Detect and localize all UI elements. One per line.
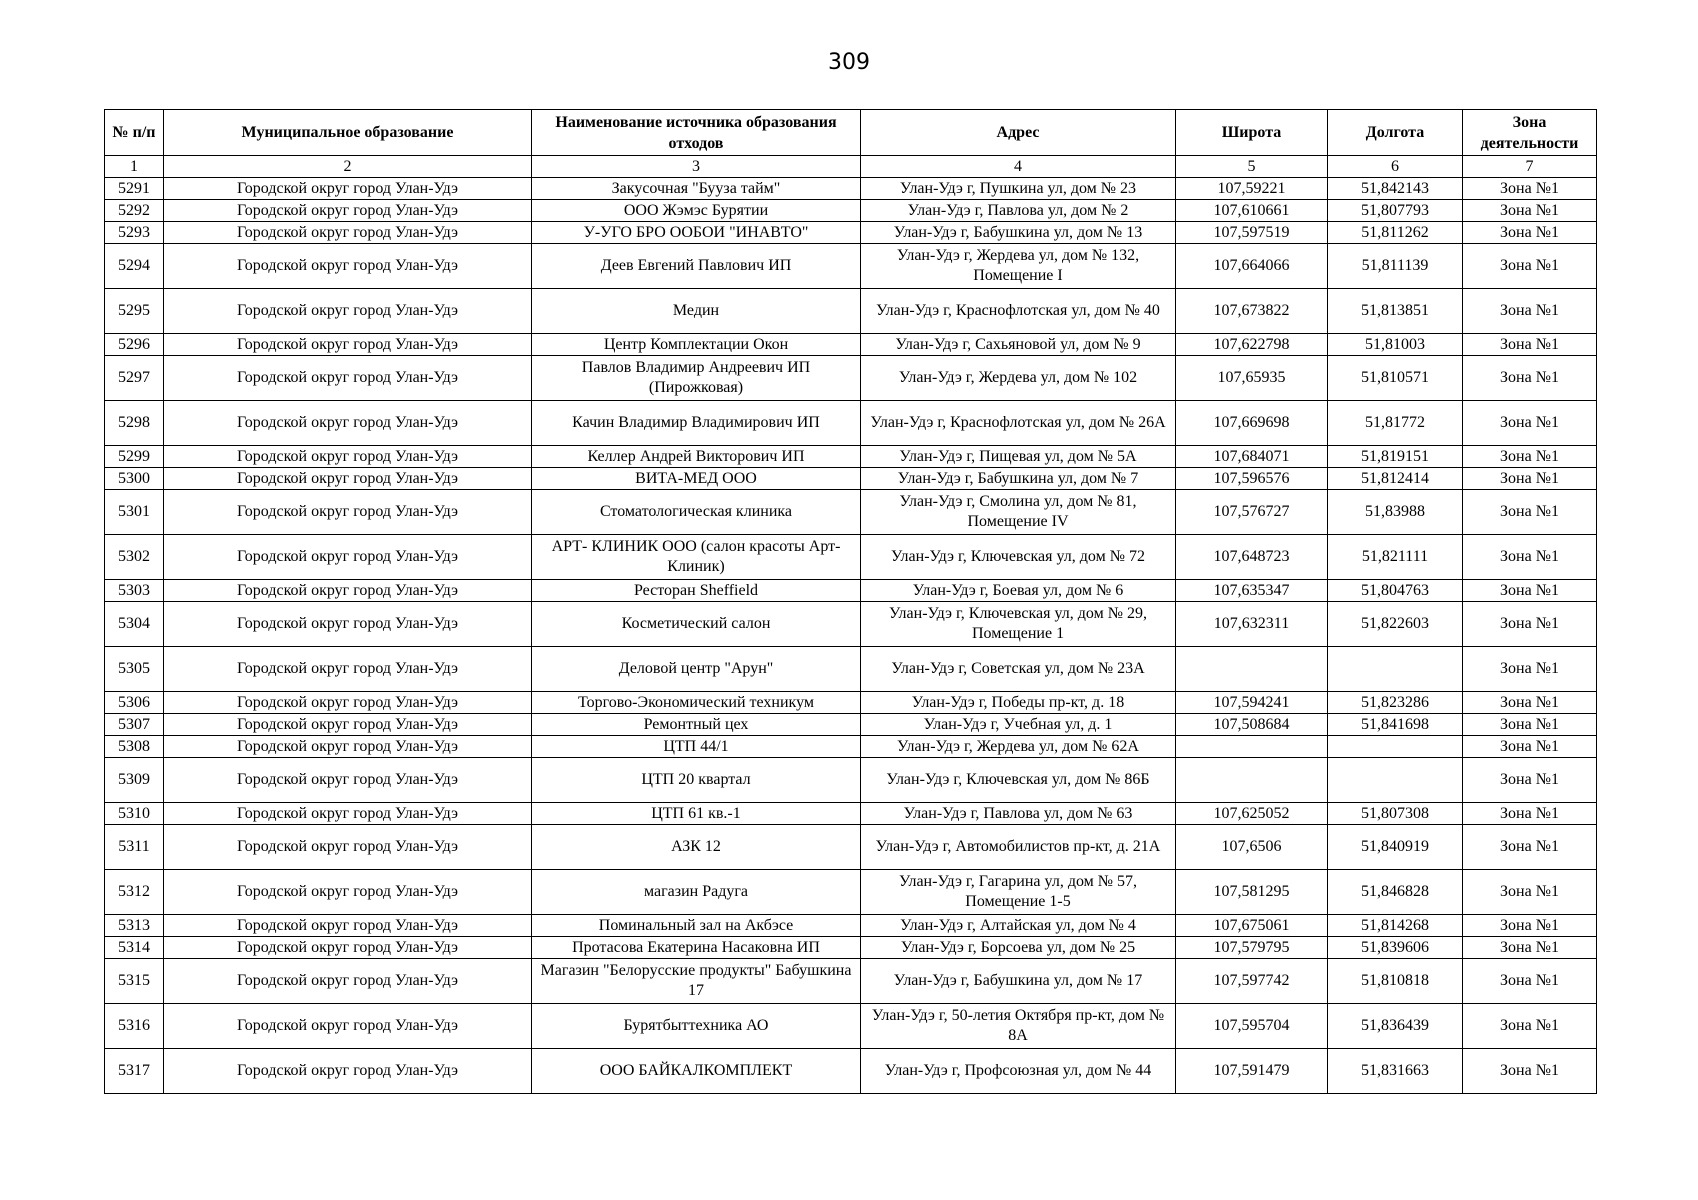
zone-cell: Зона №1 — [1463, 244, 1597, 289]
latitude-cell: 107,664066 — [1176, 244, 1328, 289]
table-row — [105, 535, 1597, 580]
source-cell: Медин — [532, 289, 861, 334]
municipality-cell: Городской округ город Улан-Удэ — [164, 200, 532, 222]
column-number: 4 — [861, 156, 1176, 178]
zone-cell: Зона №1 — [1463, 401, 1597, 446]
latitude-cell: 107,576727 — [1176, 490, 1328, 535]
source-cell: ЦТП 44/1 — [532, 736, 861, 758]
municipality-cell: Городской округ город Улан-Удэ — [164, 334, 532, 356]
header-cell: № п/п — [105, 110, 164, 156]
table-row — [105, 803, 1597, 825]
header-cell: Муниципальное образование — [164, 110, 532, 156]
table-row — [105, 244, 1597, 289]
source-cell: Деловой центр "Арун" — [532, 647, 861, 692]
address-cell: Улан-Удэ г, Бабушкина ул, дом № 13 — [861, 222, 1176, 244]
longitude-cell: 51,810571 — [1328, 356, 1463, 401]
zone-cell: Зона №1 — [1463, 714, 1597, 736]
address-cell: Улан-Удэ г, 50-летия Октября пр-кт, дом № 8А — [861, 1004, 1176, 1049]
table-row — [105, 602, 1597, 647]
latitude-cell: 107,591479 — [1176, 1049, 1328, 1094]
header-cell: Зона деятельности — [1463, 110, 1597, 156]
longitude-cell: 51,831663 — [1328, 1049, 1463, 1094]
table-row — [105, 1049, 1597, 1094]
source-cell: Центр Комплектации Окон — [532, 334, 861, 356]
municipality-cell: Городской округ город Улан-Удэ — [164, 222, 532, 244]
row-number: 5317 — [105, 1049, 164, 1094]
source-cell: Ремонтный цех — [532, 714, 861, 736]
address-cell: Улан-Удэ г, Краснофлотская ул, дом № 26А — [861, 401, 1176, 446]
latitude-cell: 107,597742 — [1176, 959, 1328, 1004]
source-cell: Протасова Екатерина Насаковна ИП — [532, 937, 861, 959]
table-row — [105, 490, 1597, 535]
column-number-row — [105, 156, 1597, 178]
address-cell: Улан-Удэ г, Пушкина ул, дом № 23 — [861, 178, 1176, 200]
longitude-cell: 51,81003 — [1328, 334, 1463, 356]
municipality-cell: Городской округ город Улан-Удэ — [164, 1049, 532, 1094]
row-number: 5312 — [105, 870, 164, 915]
row-number: 5316 — [105, 1004, 164, 1049]
address-cell: Улан-Удэ г, Бабушкина ул, дом № 7 — [861, 468, 1176, 490]
municipality-cell: Городской округ город Улан-Удэ — [164, 1004, 532, 1049]
row-number: 5296 — [105, 334, 164, 356]
latitude-cell: 107,579795 — [1176, 937, 1328, 959]
latitude-cell: 107,673822 — [1176, 289, 1328, 334]
longitude-cell: 51,839606 — [1328, 937, 1463, 959]
source-cell: ЦТП 20 квартал — [532, 758, 861, 803]
longitude-cell: 51,821111 — [1328, 535, 1463, 580]
header-cell: Широта — [1176, 110, 1328, 156]
table-row — [105, 289, 1597, 334]
column-number: 5 — [1176, 156, 1328, 178]
zone-cell: Зона №1 — [1463, 937, 1597, 959]
address-cell: Улан-Удэ г, Борсоева ул, дом № 25 — [861, 937, 1176, 959]
zone-cell: Зона №1 — [1463, 1004, 1597, 1049]
address-cell: Улан-Удэ г, Боевая ул, дом № 6 — [861, 580, 1176, 602]
municipality-cell: Городской округ город Улан-Удэ — [164, 803, 532, 825]
municipality-cell: Городской округ город Улан-Удэ — [164, 736, 532, 758]
address-cell: Улан-Удэ г, Ключевская ул, дом № 29, Помещение 1 — [861, 602, 1176, 647]
longitude-cell: 51,846828 — [1328, 870, 1463, 915]
column-number: 7 — [1463, 156, 1597, 178]
source-cell: ЦТП 61 кв.-1 — [532, 803, 861, 825]
row-number: 5301 — [105, 490, 164, 535]
latitude-cell: 107,597519 — [1176, 222, 1328, 244]
row-number: 5292 — [105, 200, 164, 222]
table-row — [105, 334, 1597, 356]
address-cell: Улан-Удэ г, Ключевская ул, дом № 72 — [861, 535, 1176, 580]
longitude-cell — [1328, 736, 1463, 758]
header-cell: Наименование источника образования отходов — [532, 110, 861, 156]
zone-cell: Зона №1 — [1463, 959, 1597, 1004]
latitude-cell: 107,6506 — [1176, 825, 1328, 870]
page-number: 309 — [828, 50, 870, 75]
municipality-cell: Городской округ город Улан-Удэ — [164, 289, 532, 334]
latitude-cell: 107,635347 — [1176, 580, 1328, 602]
source-cell: Косметический салон — [532, 602, 861, 647]
longitude-cell: 51,841698 — [1328, 714, 1463, 736]
address-cell: Улан-Удэ г, Гагарина ул, дом № 57, Помещение 1-5 — [861, 870, 1176, 915]
source-cell: Деев Евгений Павлович ИП — [532, 244, 861, 289]
row-number: 5300 — [105, 468, 164, 490]
waste-sources-table — [104, 109, 1597, 1094]
municipality-cell: Городской округ город Улан-Удэ — [164, 915, 532, 937]
zone-cell: Зона №1 — [1463, 803, 1597, 825]
longitude-cell: 51,811139 — [1328, 244, 1463, 289]
table-row — [105, 736, 1597, 758]
longitude-cell: 51,81772 — [1328, 401, 1463, 446]
row-number: 5307 — [105, 714, 164, 736]
latitude-cell: 107,648723 — [1176, 535, 1328, 580]
row-number: 5297 — [105, 356, 164, 401]
latitude-cell: 107,622798 — [1176, 334, 1328, 356]
latitude-cell — [1176, 758, 1328, 803]
row-number: 5315 — [105, 959, 164, 1004]
table-row — [105, 356, 1597, 401]
longitude-cell: 51,819151 — [1328, 446, 1463, 468]
source-cell: ООО Жэмэс Бурятии — [532, 200, 861, 222]
table-row — [105, 468, 1597, 490]
zone-cell: Зона №1 — [1463, 289, 1597, 334]
table-row — [105, 647, 1597, 692]
longitude-cell: 51,811262 — [1328, 222, 1463, 244]
table-row — [105, 446, 1597, 468]
table-row — [105, 401, 1597, 446]
row-number: 5291 — [105, 178, 164, 200]
latitude-cell: 107,596576 — [1176, 468, 1328, 490]
source-cell: магазин Радуга — [532, 870, 861, 915]
row-number: 5295 — [105, 289, 164, 334]
table-body — [105, 178, 1597, 1094]
row-number: 5299 — [105, 446, 164, 468]
row-number: 5303 — [105, 580, 164, 602]
header-row — [105, 110, 1597, 156]
latitude-cell: 107,610661 — [1176, 200, 1328, 222]
longitude-cell: 51,83988 — [1328, 490, 1463, 535]
latitude-cell: 107,594241 — [1176, 692, 1328, 714]
source-cell: АРТ- КЛИНИК ООО (салон красоты Арт-Клиник) — [532, 535, 861, 580]
table-row — [105, 222, 1597, 244]
address-cell: Улан-Удэ г, Автомобилистов пр-кт, д. 21А — [861, 825, 1176, 870]
address-cell: Улан-Удэ г, Бабушкина ул, дом № 17 — [861, 959, 1176, 1004]
longitude-cell: 51,836439 — [1328, 1004, 1463, 1049]
table-row — [105, 692, 1597, 714]
municipality-cell: Городской округ город Улан-Удэ — [164, 580, 532, 602]
table-row — [105, 580, 1597, 602]
municipality-cell: Городской округ город Улан-Удэ — [164, 937, 532, 959]
address-cell: Улан-Удэ г, Сахьяновой ул, дом № 9 — [861, 334, 1176, 356]
source-cell: ВИТА-МЕД ООО — [532, 468, 861, 490]
column-number: 1 — [105, 156, 164, 178]
row-number: 5310 — [105, 803, 164, 825]
row-number: 5302 — [105, 535, 164, 580]
municipality-cell: Городской округ город Улан-Удэ — [164, 870, 532, 915]
row-number: 5293 — [105, 222, 164, 244]
latitude-cell: 107,684071 — [1176, 446, 1328, 468]
municipality-cell: Городской округ город Улан-Удэ — [164, 758, 532, 803]
zone-cell: Зона №1 — [1463, 356, 1597, 401]
source-cell: ООО БАЙКАЛКОМПЛЕКТ — [532, 1049, 861, 1094]
row-number: 5311 — [105, 825, 164, 870]
zone-cell: Зона №1 — [1463, 758, 1597, 803]
municipality-cell: Городской округ город Улан-Удэ — [164, 714, 532, 736]
zone-cell: Зона №1 — [1463, 468, 1597, 490]
municipality-cell: Городской округ город Улан-Удэ — [164, 401, 532, 446]
address-cell: Улан-Удэ г, Пищевая ул, дом № 5А — [861, 446, 1176, 468]
zone-cell: Зона №1 — [1463, 1049, 1597, 1094]
column-number: 3 — [532, 156, 861, 178]
source-cell: Келлер Андрей Викторович ИП — [532, 446, 861, 468]
zone-cell: Зона №1 — [1463, 580, 1597, 602]
latitude-cell: 107,65935 — [1176, 356, 1328, 401]
zone-cell: Зона №1 — [1463, 200, 1597, 222]
table-row — [105, 937, 1597, 959]
longitude-cell — [1328, 758, 1463, 803]
source-cell: У-УГО БРО ООБОИ "ИНАВТО" — [532, 222, 861, 244]
latitude-cell — [1176, 736, 1328, 758]
source-cell: Качин Владимир Владимирович ИП — [532, 401, 861, 446]
longitude-cell: 51,807793 — [1328, 200, 1463, 222]
row-number: 5309 — [105, 758, 164, 803]
municipality-cell: Городской округ город Улан-Удэ — [164, 692, 532, 714]
longitude-cell: 51,813851 — [1328, 289, 1463, 334]
zone-cell: Зона №1 — [1463, 446, 1597, 468]
header-cell: Адрес — [861, 110, 1176, 156]
source-cell: Магазин "Белорусские продукты" Бабушкина 17 — [532, 959, 861, 1004]
zone-cell: Зона №1 — [1463, 535, 1597, 580]
source-cell: АЗК 12 — [532, 825, 861, 870]
zone-cell: Зона №1 — [1463, 870, 1597, 915]
address-cell: Улан-Удэ г, Советская ул, дом № 23А — [861, 647, 1176, 692]
address-cell: Улан-Удэ г, Ключевская ул, дом № 86Б — [861, 758, 1176, 803]
address-cell: Улан-Удэ г, Жердева ул, дом № 102 — [861, 356, 1176, 401]
row-number: 5298 — [105, 401, 164, 446]
source-cell: Закусочная "Бууза тайм" — [532, 178, 861, 200]
zone-cell: Зона №1 — [1463, 178, 1597, 200]
latitude-cell: 107,59221 — [1176, 178, 1328, 200]
municipality-cell: Городской округ город Улан-Удэ — [164, 959, 532, 1004]
header-cell: Долгота — [1328, 110, 1463, 156]
table-row — [105, 825, 1597, 870]
longitude-cell: 51,840919 — [1328, 825, 1463, 870]
latitude-cell: 107,508684 — [1176, 714, 1328, 736]
table-row — [105, 870, 1597, 915]
longitude-cell: 51,823286 — [1328, 692, 1463, 714]
latitude-cell: 107,581295 — [1176, 870, 1328, 915]
longitude-cell: 51,842143 — [1328, 178, 1463, 200]
zone-cell: Зона №1 — [1463, 647, 1597, 692]
municipality-cell: Городской округ город Улан-Удэ — [164, 647, 532, 692]
zone-cell: Зона №1 — [1463, 692, 1597, 714]
municipality-cell: Городской округ город Улан-Удэ — [164, 825, 532, 870]
address-cell: Улан-Удэ г, Профсоюзная ул, дом № 44 — [861, 1049, 1176, 1094]
address-cell: Улан-Удэ г, Учебная ул, д. 1 — [861, 714, 1176, 736]
longitude-cell: 51,810818 — [1328, 959, 1463, 1004]
zone-cell: Зона №1 — [1463, 334, 1597, 356]
address-cell: Улан-Удэ г, Жердева ул, дом № 62А — [861, 736, 1176, 758]
longitude-cell — [1328, 647, 1463, 692]
row-number: 5306 — [105, 692, 164, 714]
latitude-cell: 107,675061 — [1176, 915, 1328, 937]
zone-cell: Зона №1 — [1463, 915, 1597, 937]
table-row — [105, 959, 1597, 1004]
municipality-cell: Городской округ город Улан-Удэ — [164, 490, 532, 535]
column-number: 6 — [1328, 156, 1463, 178]
column-number: 2 — [164, 156, 532, 178]
row-number: 5313 — [105, 915, 164, 937]
address-cell: Улан-Удэ г, Павлова ул, дом № 2 — [861, 200, 1176, 222]
latitude-cell: 107,669698 — [1176, 401, 1328, 446]
row-number: 5305 — [105, 647, 164, 692]
municipality-cell: Городской округ город Улан-Удэ — [164, 468, 532, 490]
row-number: 5314 — [105, 937, 164, 959]
row-number: 5308 — [105, 736, 164, 758]
municipality-cell: Городской округ город Улан-Удэ — [164, 178, 532, 200]
zone-cell: Зона №1 — [1463, 222, 1597, 244]
source-cell: Торгово-Экономический техникум — [532, 692, 861, 714]
municipality-cell: Городской округ город Улан-Удэ — [164, 244, 532, 289]
table-row — [105, 714, 1597, 736]
longitude-cell: 51,822603 — [1328, 602, 1463, 647]
table-row — [105, 200, 1597, 222]
address-cell: Улан-Удэ г, Победы пр-кт, д. 18 — [861, 692, 1176, 714]
source-cell: Бурятбыттехника АО — [532, 1004, 861, 1049]
table-row — [105, 758, 1597, 803]
table-row — [105, 1004, 1597, 1049]
zone-cell: Зона №1 — [1463, 602, 1597, 647]
source-cell: Ресторан Sheffield — [532, 580, 861, 602]
municipality-cell: Городской округ город Улан-Удэ — [164, 602, 532, 647]
latitude-cell — [1176, 647, 1328, 692]
table-row — [105, 915, 1597, 937]
longitude-cell: 51,807308 — [1328, 803, 1463, 825]
zone-cell: Зона №1 — [1463, 490, 1597, 535]
zone-cell: Зона №1 — [1463, 736, 1597, 758]
latitude-cell: 107,625052 — [1176, 803, 1328, 825]
row-number: 5304 — [105, 602, 164, 647]
address-cell: Улан-Удэ г, Алтайская ул, дом № 4 — [861, 915, 1176, 937]
address-cell: Улан-Удэ г, Жердева ул, дом № 132, Помещение I — [861, 244, 1176, 289]
table-row — [105, 178, 1597, 200]
source-cell: Павлов Владимир Андреевич ИП (Пирожковая) — [532, 356, 861, 401]
address-cell: Улан-Удэ г, Краснофлотская ул, дом № 40 — [861, 289, 1176, 334]
zone-cell: Зона №1 — [1463, 825, 1597, 870]
latitude-cell: 107,632311 — [1176, 602, 1328, 647]
municipality-cell: Городской округ город Улан-Удэ — [164, 535, 532, 580]
row-number: 5294 — [105, 244, 164, 289]
municipality-cell: Городской округ город Улан-Удэ — [164, 356, 532, 401]
longitude-cell: 51,812414 — [1328, 468, 1463, 490]
municipality-cell: Городской округ город Улан-Удэ — [164, 446, 532, 468]
longitude-cell: 51,814268 — [1328, 915, 1463, 937]
address-cell: Улан-Удэ г, Павлова ул, дом № 63 — [861, 803, 1176, 825]
source-cell: Стоматологическая клиника — [532, 490, 861, 535]
source-cell: Поминальный зал на Акбэсе — [532, 915, 861, 937]
longitude-cell: 51,804763 — [1328, 580, 1463, 602]
address-cell: Улан-Удэ г, Смолина ул, дом № 81, Помещение IV — [861, 490, 1176, 535]
latitude-cell: 107,595704 — [1176, 1004, 1328, 1049]
